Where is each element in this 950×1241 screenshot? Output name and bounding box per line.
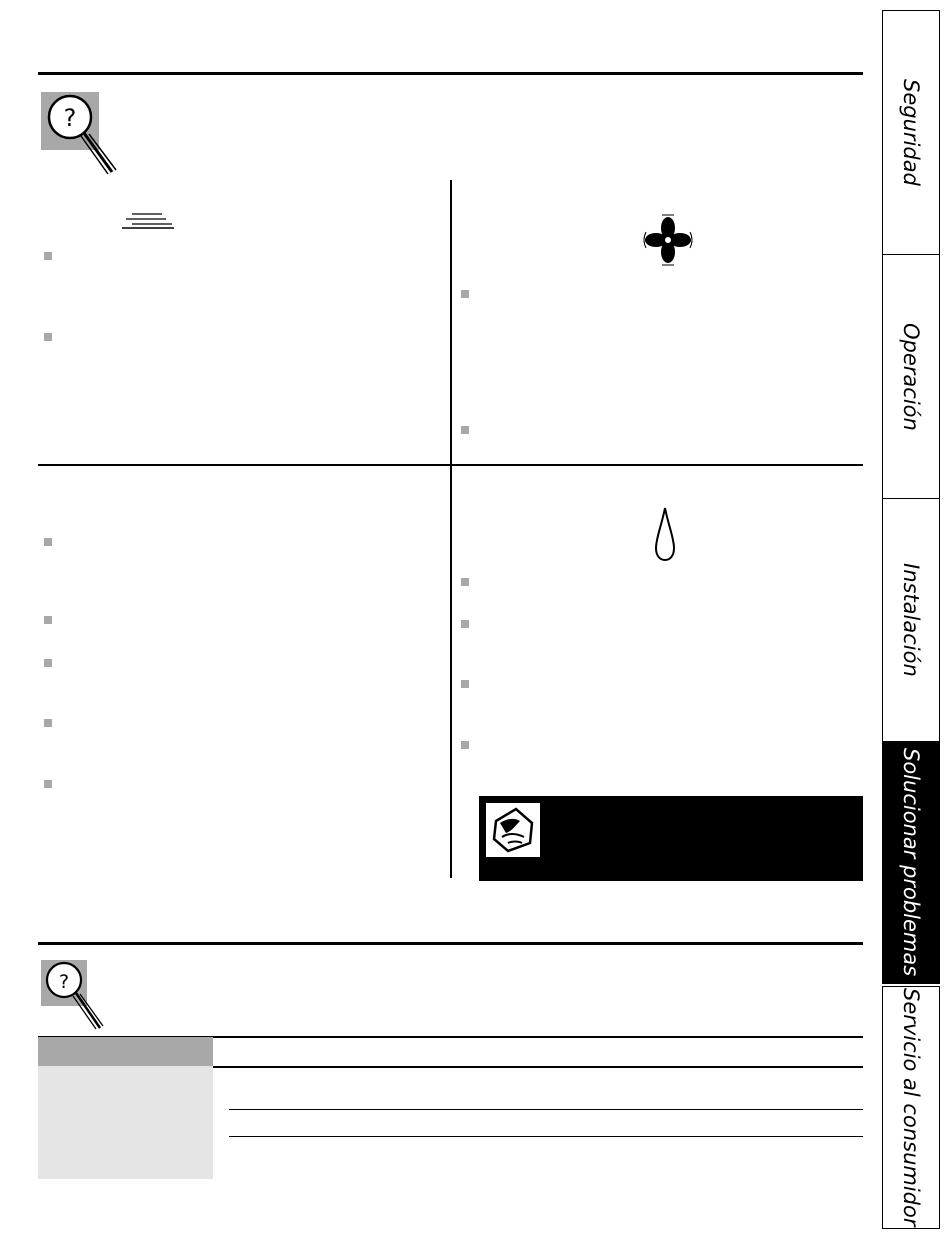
top-rule (38, 72, 863, 75)
cleaning-cloth-icon-frame (485, 802, 541, 858)
tab-operacion[interactable] (882, 254, 940, 499)
bullet (44, 616, 52, 624)
bullet (461, 426, 469, 434)
tab-label: Solucionar problemas (899, 748, 923, 977)
table-body-cell (38, 1066, 213, 1179)
bullet (461, 741, 469, 749)
bullet (44, 538, 52, 546)
tab-servicio-al-consumidor[interactable] (882, 986, 940, 1229)
tab-instalacion[interactable] (882, 498, 940, 742)
table-row-rule (229, 1136, 863, 1137)
bullet (44, 252, 52, 260)
bullet (461, 680, 469, 688)
table-row-rule (229, 1109, 863, 1110)
tab-label: Seguridad (899, 79, 923, 186)
tab-solucionar-problemas[interactable] (882, 741, 940, 984)
tab-label: Servicio al consumidor (899, 988, 923, 1227)
bullet (44, 719, 52, 727)
horizontal-lines-icon (118, 210, 178, 232)
middle-rule (38, 464, 863, 466)
magnifying-glass-question-icon (40, 90, 120, 180)
water-drop-icon (650, 504, 680, 564)
tab-label: Instalación (899, 563, 923, 677)
table-header-cell (38, 1037, 213, 1066)
bullet (44, 659, 52, 667)
column-divider (450, 180, 452, 878)
bullet (461, 290, 469, 298)
lower-rule (38, 942, 863, 945)
bullet (461, 620, 469, 628)
fan-icon (640, 212, 696, 268)
bullet (44, 780, 52, 788)
magnifying-glass-question-icon (40, 958, 110, 1032)
tab-seguridad[interactable] (882, 10, 940, 255)
tip-box (479, 796, 863, 881)
bullet (44, 333, 52, 341)
tab-label: Operación (899, 322, 923, 431)
svg-text:?: ? (58, 971, 70, 993)
svg-text:?: ? (63, 104, 77, 132)
cleaning-cloth-icon (486, 803, 540, 857)
bullet (461, 578, 469, 586)
